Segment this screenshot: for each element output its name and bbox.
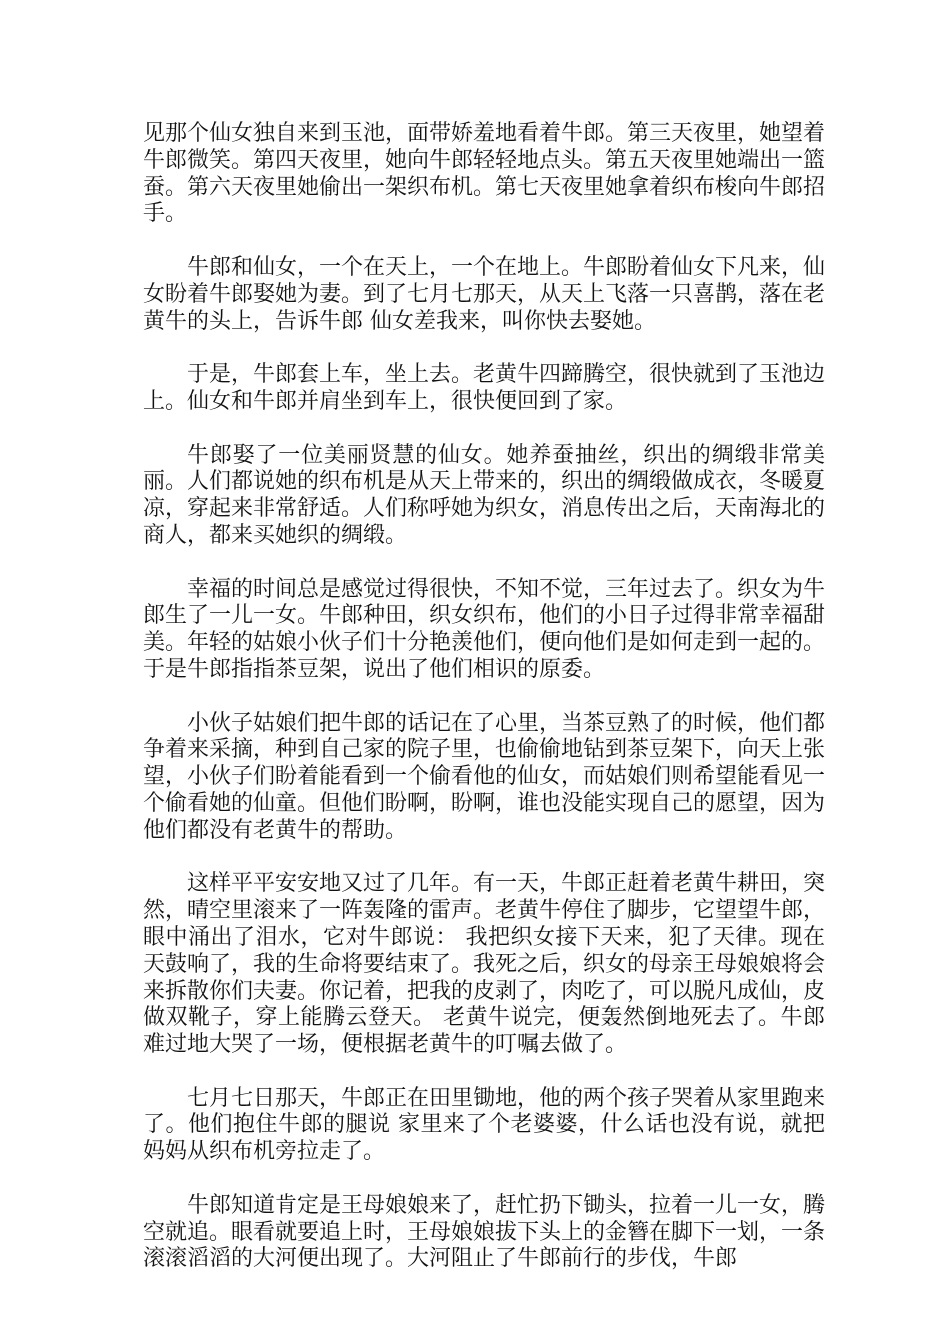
paragraph: 小伙子姑娘们把牛郎的话记在了心里，当茶豆熟了的时候，他们都争着来采摘，种到自己家的院子里，也偷偷地钻到茶豆架下，向天上张望，小伙子们盼着能看到一个偷看他的仙女，而姑娘们则希望能看见一个偷看她的仙童。但他们盼啊，盼啊，谁也没能实现自己的愿望，因为他们都没有老黄牛的帮助。 [143,710,826,843]
paragraph: 于是，牛郎套上车，坐上去。老黄牛四蹄腾空，很快就到了玉池边上。仙女和牛郎并肩坐到车上，很快便回到了家。 [143,362,826,414]
paragraph: 这样平平安安地又过了几年。有一天，牛郎正赶着老黄牛耕田，突然，晴空里滚来了一阵轰隆的雷声。老黄牛停住了脚步，它望望牛郎，眼中涌出了泪水，它对牛郎说： 我把织女接下天来，犯了天律。现在天鼓响了，我的生命将要结束了。我死之后，织女的母亲王母娘娘将会来拆散你们夫妻。你记着，把我的皮剥了，肉吃了，可以脱凡成仙，皮做双靴子，穿上能腾云登天。 老黄牛说完，便轰然倒地死去了。牛郎难过地大哭了一场，便根据老黄牛的叮嘱去做了。 [143,871,826,1058]
paragraph: 幸福的时间总是感觉过得很快，不知不觉，三年过去了。织女为牛郎生了一儿一女。牛郎种田，织女织布，他们的小日子过得非常幸福甜美。年轻的姑娘小伙子们十分艳羡他们，便向他们是如何走到一起的。于是牛郎指指茶豆架，说出了他们相识的原委。 [143,576,826,682]
paragraph-continuation: 见那个仙女独自来到玉池，面带娇羞地看着牛郎。第三天夜里，她望着牛郎微笑。第四天夜里，她向牛郎轻轻地点头。第五天夜里她端出一篮蚕。第六天夜里她偷出一架织布机。第七天夜里她拿着织布梭向牛郎招手。 [143,121,826,227]
paragraph: 七月七日那天，牛郎正在田里锄地，他的两个孩子哭着从家里跑来了。他们抱住牛郎的腿说 家里来了个老婆婆，什么话也没有说，就把妈妈从织布机旁拉走了。 [143,1085,826,1165]
paragraph: 牛郎和仙女，一个在天上，一个在地上。牛郎盼着仙女下凡来，仙女盼着牛郎娶她为妻。到了七月七那天，从天上飞落一只喜鹊，落在老黄牛的头上，告诉牛郎 仙女差我来，叫你快去娶她。 [143,254,826,334]
paragraph: 牛郎娶了一位美丽贤慧的仙女。她养蚕抽丝，织出的绸缎非常美丽。人们都说她的织布机是从天上带来的，织出的绸缎做成衣，冬暖夏凉，穿起来非常舒适。人们称呼她为织女，消息传出之后，天南海北的商人，都来买她织的绸缎。 [143,442,826,548]
paragraph: 牛郎知道肯定是王母娘娘来了，赶忙扔下锄头，拉着一儿一女，腾空就追。眼看就要追上时，王母娘娘拔下头上的金簪在脚下一划，一条滚滚滔滔的大河便出现了。大河阻止了牛郎前行的步伐，牛郎 [143,1192,826,1272]
story-text [143,121,825,1273]
